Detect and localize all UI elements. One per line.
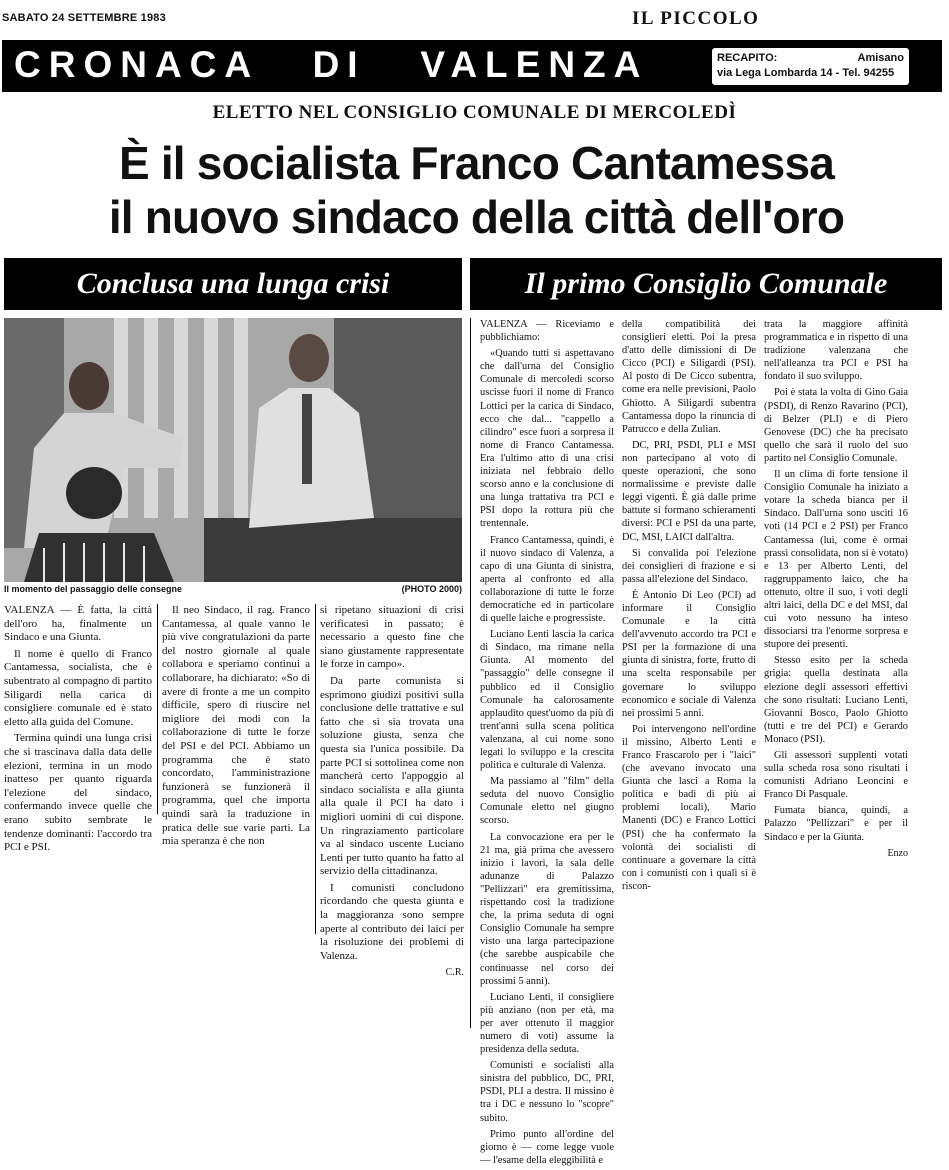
newspaper-name: IL PICCOLO [632,8,760,29]
paragraph: Poi è stata la volta di Gino Gaia (PSDI), di Renzo Ravarino (PCI), di Belzer (PLI) e di Piero Genovese (DC) che ha precisato quello che sarà il ruolo del suo partito nel Consiglio Comunale. [764,387,908,464]
paragraph: Stesso esito per la scheda grigia: quella destinata alla elezione degli assessori effettivi che sono risultati: Luciano Lenti, Giovanni Bosco, Paolo Ghiotto (tutti e tre del PCI) e Gerardo Monaco (PSI). [764,655,908,745]
headline-line-2: il nuovo sindaco della città dell'oro [108,191,845,243]
left-article-col-1 [4,604,152,858]
photo-credit: (PHOTO 2000) [401,584,462,594]
paragraph: della compatibilità dei consiglieri eletti. Poi la presa d'atto delle dimissioni di De Cicco (PCI) e Siligardi (PSI). Al posto di De Cicco subentra, come era nelle previsioni, Paolo Ghiotto. A Siligardi subentra Cantamessa dopo la rinuncia di Patrucco e della Zulian. [622,319,756,435]
paragraph: Fumata bianca, quindi, a Palazzo "Pellizzari" e per il Sindaco e per la Giunta. [764,805,908,843]
paragraph: Franco Cantamessa, quindi, è il nuovo sindaco di Valenza, a capo di una Giunta di sinistra, aperta al confronto ed alla collaborazione di tutte le forze democratiche ed in particolare di quelle laiche e progressiste. [480,534,614,625]
paragraph: Da parte comunista si esprimono giudizi positivi sulla conclusione delle trattative e sul fatto che si sia trovata una soluzione giusta, senza che questa sia l'unica possibile. Da parte PCI si sottolinea come non mancherà certo l'appoggio al sindaco socialista e alla giunta alla quale il PCI ha dato i migliori uomini di cui dispone. Un ringraziamento particolare va al sindaco uscente Luciano Lenti per tutto quanto ha fatto al servizio della cittadinanza. [320,674,464,878]
paragraph: Il un clima di forte tensione il Consiglio Comunale ha iniziato a votare la scheda bianca per il Sindaco. Dall'urna sono usciti 16 voti (14 PCI e 2 PSI) per Franco Cantamessa (lui, come è ormai prassi consolidata, non si è votato) e 13 per Alberto Lenti, del raggruppamento laico, che ha ottenuto, oltre il suo, i voti degli altri laici, della DC e del MSI, dal cui voto nessuno ha inteso dissociarsi tra l'enorme sorpresa e stupore dei presenti. [764,469,908,651]
photo-caption: Il momento del passaggio delle consegne [4,584,183,594]
paragraph: Termina quindi una lunga crisi che si trascinava dalla data delle elezioni, termina in un modo inatteso per quanto riguarda l'elezione del sindaco, confermando invece quelle che erano subito sembrate le tendenze dominanti: l'accordo tra PCI e PSI. [4,732,152,854]
right-article-col-2 [622,318,756,896]
paragraph: Gli assessori supplenti votati sulla scheda rosa sono risultati i comunisti Adriano Leoncini e Franco Di Pasquale. [764,750,908,801]
paragraph: Ma passiamo al "film" della seduta del nuovo Consiglio Comunale eletto nel giugno scorso. [480,776,614,827]
news-photo [4,318,462,582]
recapito-name: Amisano [857,52,904,64]
right-article-col-1 [480,318,614,1170]
column-rule [315,604,316,934]
paragraph: La convocazione era per le 21 ma, già prima che avessero inizio i lavori, la sala delle adunanze di Palazzo "Pellizzari" era gremitissima, rispettando così la tradizione che, la prima seduta di ogni Consiglio Comunale ha sempre visto una larga partecipazione (che sarebbe auspicabile che continuasse nel corso dei prossimi 5 anni). [480,831,614,987]
headline [4,136,949,244]
headline-line-1: È il socialista Franco Cantamessa [118,137,835,189]
left-article-col-3 [320,604,464,980]
paragraph: Poi intervengono nell'ordine il missino, Alberto Lenti e Franco Frascarolo per i "laici" (che avevano invocato una Giunta che lasci a Roma la politica e badi di più ai problemi locali), Mario Manenti (DC) e Franco Lottici (PSI) che ha confermato la volontà dei socialisti di continuare a governare la città con i comunisti con i quali si è riscon- [622,723,756,892]
paragraph: si ripetano situazioni di crisi verificatesi in passato; è necessario a questo fine che siano giustamente rappresentate le forze in campo». [320,604,464,671]
dateline: SABATO 24 SETTEMBRE 1983 [2,12,166,24]
paragraph: I comunisti concludono ricordando che questa giunta e la maggioranza sono sempre aperte al contributo dei laici per la risoluzione dei problemi di Valenza. [320,881,464,962]
photo-caption-row [4,584,462,594]
paragraph: Comunisti e socialisti alla sinistra del pubblico, DC, PRI, PSDI, PLI a destra. Il missino è tra i DC e nessuno lo "scopre" subito. [480,1060,614,1124]
article-divider [470,318,471,1028]
recapito-box [712,48,909,85]
paragraph: Luciano Lenti lascia la carica di Sindaco, ma rimane nella Giunta. Al momento del "passaggio" delle consegne il pubblico ed il Consiglio Comunale ha calorosamente applaudito quest'uomo da più di trent'anni sulla scena politica valenzana, al cui nome sono legati lo sviluppo e la crescita politica e culturale di Valenza. [480,629,614,772]
paragraph: VALENZA — È fatta, la città dell'oro ha, finalmente un Sindaco e una Giunta. [4,604,152,644]
paragraph: Luciano Lenti, il consigliere più anziano (non per età, ma per aver ottenuto il maggior numero di voti) assume la presidenza della seduta. [480,991,614,1056]
right-band: Il primo Consiglio Comunale [470,258,942,310]
paragraph: VALENZA — Riceviamo e pubblichiamo: [480,319,614,344]
paragraph: «Quando tutti si aspettavano che dall'urna del Consiglio Comunale di mercoledì scorso uscisse fuori il nome di Franco Lottici per la carica di Sindaco, ecco che dal... "cappello a cilindro" esce fuori a sorpresa il nome di Franco Cantamessa. Era l'ultimo atto di una crisi iniziata nel febbraio dello scorso anno e la conclusione di una lunga trattativa tra PCI e PSI dopo la rottura più che trentennale. [480,348,614,530]
recapito-label: RECAPITO: [717,52,778,64]
paragraph: trata la maggiore affinità programmatica e in rispetto di una tradizione valenzana che nell'alleanza tra PCI e PSI ha fondato il suo sviluppo. [764,319,908,383]
paragraph: Il neo Sindaco, il rag. Franco Cantamessa, al quale vanno le più vive congratulazioni da parte del nostro giornale al quale collabora e speriamo continui a collaborare, ha dichiarato: «So di avere di fronte a me un compito difficile, spero di riuscire nel migliore dei modi con la collaborazione di tutte le forze del PSI e del PCI. Abbiamo un programma che è stato concordato, l'amministrazione funzionerà se funzionerà il programma, quel che importa quindi sarà la traduzione in pratica delle sue varie parti. La mia speranza è che non [162,604,310,848]
paragraph: È Antonio Di Leo (PCI) ad informare il Consiglio Comunale e la città dell'avvenuto accordo tra PCI e PSI per la formazione di una giunta di sinistra, forte, frutto di una scelta responsabile per governare lo sviluppo economico e sociale di Valenza nei prossimi 5 anni. [622,589,756,719]
signature: C.R. [445,967,464,979]
right-article-col-3 [764,318,908,860]
left-article-col-2 [162,604,310,852]
left-band: Conclusa una lunga crisi [4,258,462,310]
paragraph: DC, PRI, PSDI, PLI e MSI non partecipano al voto di queste operazioni, che sono normalissime e previste dalle leggi vigenti. È già dalle prime battute si formano schieramenti diversi: PCI e PSI da una parte, DC, MSI, LAICI dall'altra. [622,439,756,543]
paragraph: Si convalida poi l'elezione dei consiglieri di frazione e si passa all'elezione del Sindaco. [622,547,756,585]
section-title: CRONACA DI VALENZA [14,44,649,85]
signature: Enzo [887,847,908,859]
recapito-address: via Lega Lombarda 14 - Tel. 94255 [717,67,895,79]
paragraph: Primo punto all'ordine del giorno è — come legge vuole — l'esame della eleggibilità e [480,1128,614,1166]
kicker: ELETTO NEL CONSIGLIO COMUNALE DI MERCOLEDÌ [212,102,737,123]
column-rule [157,604,158,814]
paragraph: Il nome è quello di Franco Cantamessa, socialista, che è subentrato al compagno di partito Siligardi nella carica di consigliere comunale ed è stato eletto alla guida del Comune. [4,647,152,728]
